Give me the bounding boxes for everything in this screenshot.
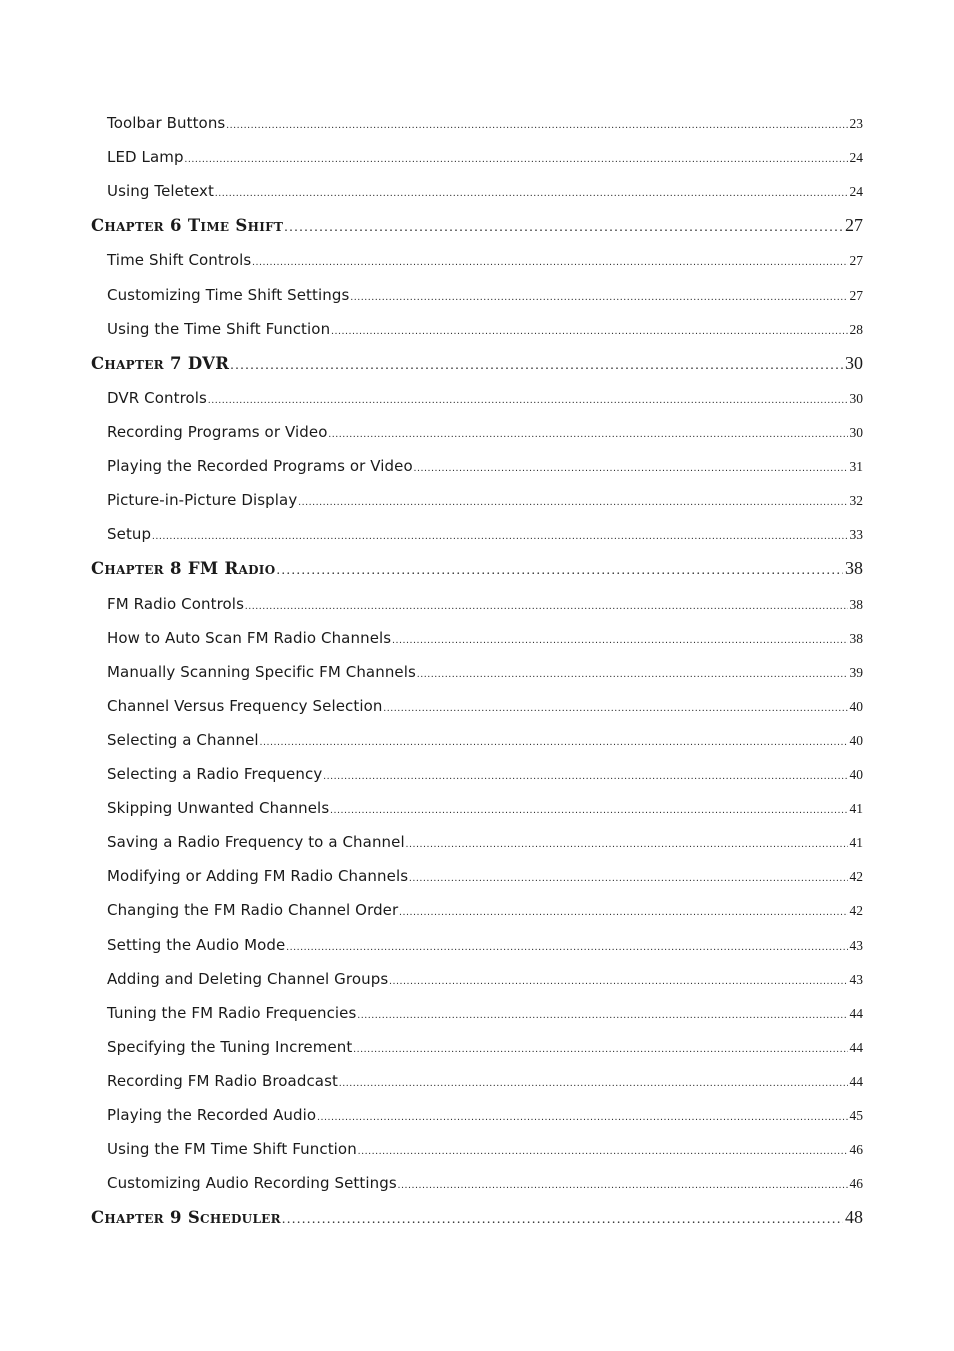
toc-page-number: 28 <box>849 321 863 337</box>
toc-dot-leader <box>414 452 848 483</box>
toc-section-entry[interactable] <box>91 1030 863 1064</box>
toc-dot-leader <box>208 384 848 415</box>
toc-entry-title: Playing the Recorded Audio <box>107 1106 317 1124</box>
toc-page-number: 43 <box>849 971 863 987</box>
toc-page-number: 33 <box>849 527 863 543</box>
toc-page-number: 45 <box>849 1108 863 1123</box>
toc-section-entry[interactable] <box>91 689 863 723</box>
toc-dot-leader <box>298 486 847 517</box>
toc-section-entry[interactable] <box>91 791 863 825</box>
toc-page-number: 23 <box>849 116 863 131</box>
toc-dot-leader <box>152 520 847 551</box>
toc-page-number: 46 <box>849 1142 863 1158</box>
toc-page-number: 40 <box>849 767 863 783</box>
toc-entry-title: Selecting a Radio Frequency <box>107 765 323 784</box>
toc-section-entry[interactable] <box>91 517 863 551</box>
toc-page-number: 27 <box>845 215 863 236</box>
toc-dot-leader <box>409 862 847 893</box>
toc-page-number: 24 <box>849 150 863 166</box>
toc-section-entry[interactable] <box>91 587 863 621</box>
toc-page-number: 41 <box>849 835 863 851</box>
toc-section-entry[interactable] <box>91 312 863 346</box>
toc-dot-leader <box>260 726 848 757</box>
toc-page-number: 24 <box>849 184 863 200</box>
toc-entry-title: Time Shift Controls <box>107 251 252 270</box>
toc-dot-leader <box>331 315 847 346</box>
toc-page-number: 42 <box>849 903 863 919</box>
toc-section-entry[interactable] <box>91 621 863 655</box>
toc-dot-leader <box>417 658 848 689</box>
toc-entry-title: Channel Versus Frequency Selection <box>107 696 383 715</box>
toc-entry-title: Specifying the Tuning Increment <box>107 1037 353 1056</box>
toc-section-entry[interactable] <box>91 1098 863 1132</box>
toc-dot-leader <box>230 348 843 381</box>
toc-page-number: 41 <box>849 801 863 817</box>
toc-page-number: 38 <box>849 630 863 646</box>
toc-entry-title: Setup <box>107 525 152 544</box>
toc-dot-leader <box>330 794 847 825</box>
toc-entry-title: Tuning the FM Radio Frequencies <box>107 1003 357 1022</box>
toc-dot-leader <box>339 1067 847 1098</box>
toc-dot-leader <box>406 828 848 859</box>
toc-dot-leader <box>252 246 847 277</box>
toc-section-entry[interactable] <box>91 106 863 140</box>
toc-entry-title: Modifying or Adding FM Radio Channels <box>107 867 409 886</box>
toc-entry-title: Using the FM Time Shift Function <box>107 1140 357 1159</box>
toc-section-entry[interactable] <box>91 174 863 208</box>
toc-section-entry[interactable] <box>91 1064 863 1098</box>
toc-entry-title: LED Lamp <box>107 148 184 167</box>
toc-dot-leader <box>245 590 848 621</box>
toc-dot-leader <box>284 210 843 243</box>
toc-chapter-entry[interactable] <box>91 346 863 381</box>
toc-dot-leader <box>353 1033 847 1064</box>
toc-section-entry[interactable] <box>91 415 863 449</box>
toc-page-number: 44 <box>849 1039 863 1055</box>
toc-page-number: 31 <box>849 459 863 475</box>
toc-section-entry[interactable] <box>91 996 863 1030</box>
toc-dot-leader <box>357 999 847 1030</box>
toc-section-entry[interactable] <box>91 928 863 962</box>
toc-entry-title: Chapter 7 DVR <box>91 353 230 373</box>
toc-page-number: 43 <box>849 937 863 953</box>
toc-page-number: 32 <box>849 493 863 509</box>
toc-page-number: 46 <box>849 1176 863 1192</box>
toc-page-number: 48 <box>845 1207 863 1228</box>
toc-entry-title: Toolbar Buttons <box>107 114 226 132</box>
toc-entry-title: Selecting a Channel <box>107 730 259 749</box>
toc-section-entry[interactable] <box>91 449 863 483</box>
toc-entry-title: How to Auto Scan FM Radio Channels <box>107 628 392 647</box>
toc-section-entry[interactable] <box>91 1132 863 1166</box>
toc-dot-leader <box>350 281 847 312</box>
toc-dot-leader <box>282 1202 843 1235</box>
toc-entry-title: Using the Time Shift Function <box>107 319 331 338</box>
toc-section-entry[interactable] <box>91 962 863 996</box>
toc-page-number: 40 <box>849 698 863 714</box>
toc-chapter-entry[interactable] <box>91 1200 863 1235</box>
toc-entry-title: Picture-in-Picture Display <box>107 491 298 510</box>
toc-page-number: 30 <box>849 425 863 441</box>
toc-dot-leader <box>317 1101 847 1132</box>
toc-dot-leader <box>185 143 848 174</box>
toc-entry-title: Skipping Unwanted Channels <box>107 799 330 818</box>
toc-page-number: 42 <box>849 869 863 885</box>
toc-section-entry[interactable] <box>91 655 863 689</box>
toc-page-number: 38 <box>849 596 863 612</box>
toc-dot-leader <box>358 1135 848 1166</box>
toc-entry-title: DVR Controls <box>107 388 207 407</box>
toc-page-number: 44 <box>849 1005 863 1021</box>
toc-dot-leader <box>226 109 847 140</box>
toc-entry-title: Chapter 9 Scheduler <box>91 1208 281 1228</box>
toc-dot-leader <box>392 624 847 655</box>
toc-entry-title: Saving a Radio Frequency to a Channel <box>107 833 405 852</box>
toc-section-entry[interactable] <box>91 723 863 757</box>
toc-section-entry[interactable] <box>91 1166 863 1200</box>
toc-section-entry[interactable] <box>91 140 863 174</box>
toc-section-entry[interactable] <box>91 278 863 312</box>
toc-page-number: 38 <box>845 558 863 579</box>
toc-dot-leader <box>323 760 847 791</box>
toc-dot-leader <box>399 896 847 927</box>
toc-section-entry[interactable] <box>91 381 863 415</box>
toc-entry-title: Using Teletext <box>107 182 215 201</box>
toc-entry-title: Adding and Deleting Channel Groups <box>107 969 389 988</box>
toc-section-entry[interactable] <box>91 483 863 517</box>
toc-entry-title: Customizing Audio Recording Settings <box>107 1174 397 1193</box>
toc-chapter-entry[interactable] <box>91 551 863 586</box>
toc-page-number: 40 <box>849 732 863 748</box>
toc-entry-title: Chapter 6 Time Shift <box>91 216 284 236</box>
toc-entry-title: Setting the Audio Mode <box>107 935 286 954</box>
toc-dot-leader <box>329 418 848 449</box>
toc-entry-title: Manually Scanning Specific FM Channels <box>107 662 416 681</box>
toc-dot-leader <box>286 931 847 962</box>
toc-entry-title: Recording FM Radio Broadcast <box>107 1071 339 1090</box>
toc-chapter-entry[interactable] <box>91 208 863 243</box>
toc-page-number: 27 <box>849 253 863 269</box>
toc-entry-title: Changing the FM Radio Channel Order <box>107 901 399 920</box>
table-of-contents <box>91 106 863 1235</box>
toc-dot-leader <box>384 692 848 723</box>
toc-entry-title: FM Radio Controls <box>107 594 244 613</box>
toc-entry-title: Playing the Recorded Programs or Video <box>107 457 413 476</box>
toc-entry-title: Recording Programs or Video <box>107 423 328 442</box>
toc-dot-leader <box>276 553 843 586</box>
toc-entry-title: Customizing Time Shift Settings <box>107 285 350 304</box>
toc-dot-leader <box>215 177 847 208</box>
toc-section-entry[interactable] <box>91 825 863 859</box>
toc-entry-title: Chapter 8 FM Radio <box>91 559 276 579</box>
toc-page-number: 27 <box>849 287 863 303</box>
toc-section-entry[interactable] <box>91 757 863 791</box>
toc-page-number: 30 <box>845 352 863 373</box>
toc-section-entry[interactable] <box>91 893 863 927</box>
toc-dot-leader <box>398 1169 848 1200</box>
toc-section-entry[interactable] <box>91 243 863 277</box>
toc-section-entry[interactable] <box>91 859 863 893</box>
toc-dot-leader <box>389 965 847 996</box>
toc-page-number: 44 <box>849 1073 863 1089</box>
toc-page-number: 30 <box>849 390 863 406</box>
toc-page-number: 39 <box>849 664 863 680</box>
